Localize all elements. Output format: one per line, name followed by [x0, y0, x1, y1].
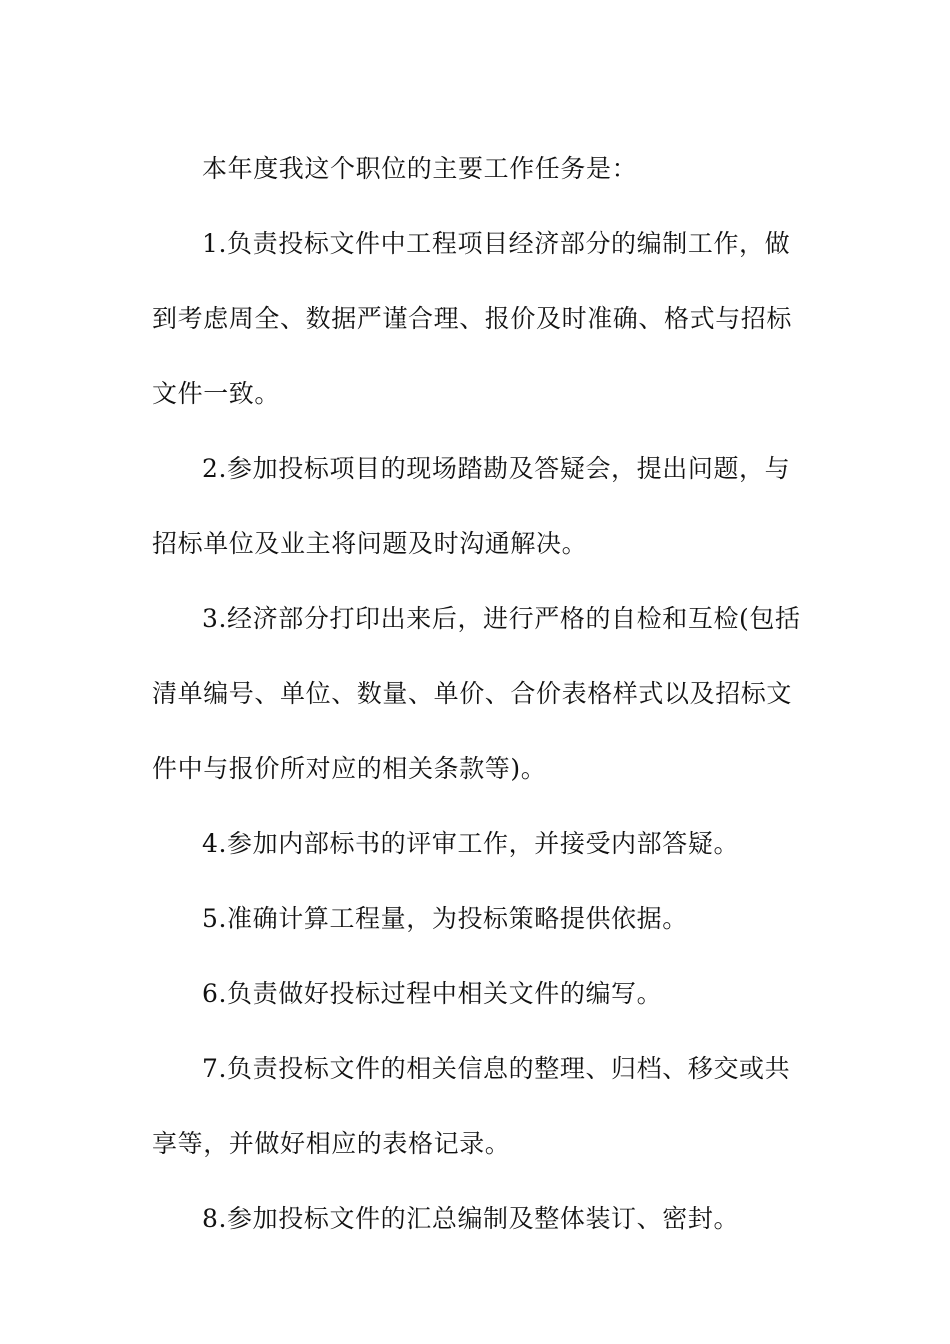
document-body	[152, 131, 812, 1256]
paragraph-item-8: 8.参加投标文件的汇总编制及整体装订、密封。	[202, 1204, 740, 1233]
paragraph-item-2: 2.参加投标项目的现场踏勘及答疑会，提出问题，与招标单位及业主将问题及时沟通解决。	[152, 454, 791, 558]
paragraph-item-6: 6.负责做好投标过程中相关文件的编写。	[202, 979, 663, 1008]
paragraph-item-3: 3.经济部分打印出来后，进行严格的自检和互检(包括清单编号、单位、数量、单价、合价表格样式以及招标文件中与报价所对应的相关条款等)。	[152, 604, 801, 783]
paragraph-intro: 本年度我这个职位的主要工作任务是：	[202, 154, 638, 183]
paragraph-item-5: 5.准确计算工程量，为投标策略提供依据。	[202, 904, 688, 933]
paragraph-item-4: 4.参加内部标书的评审工作，并接受内部答疑。	[202, 829, 740, 858]
paragraph-item-7: 7.负责投标文件的相关信息的整理、归档、移交或共享等，并做好相应的表格记录。	[152, 1054, 791, 1158]
paragraph-item-1: 1.负责投标文件中工程项目经济部分的编制工作，做到考虑周全、数据严谨合理、报价及时准确、格式与招标文件一致。	[152, 229, 793, 408]
